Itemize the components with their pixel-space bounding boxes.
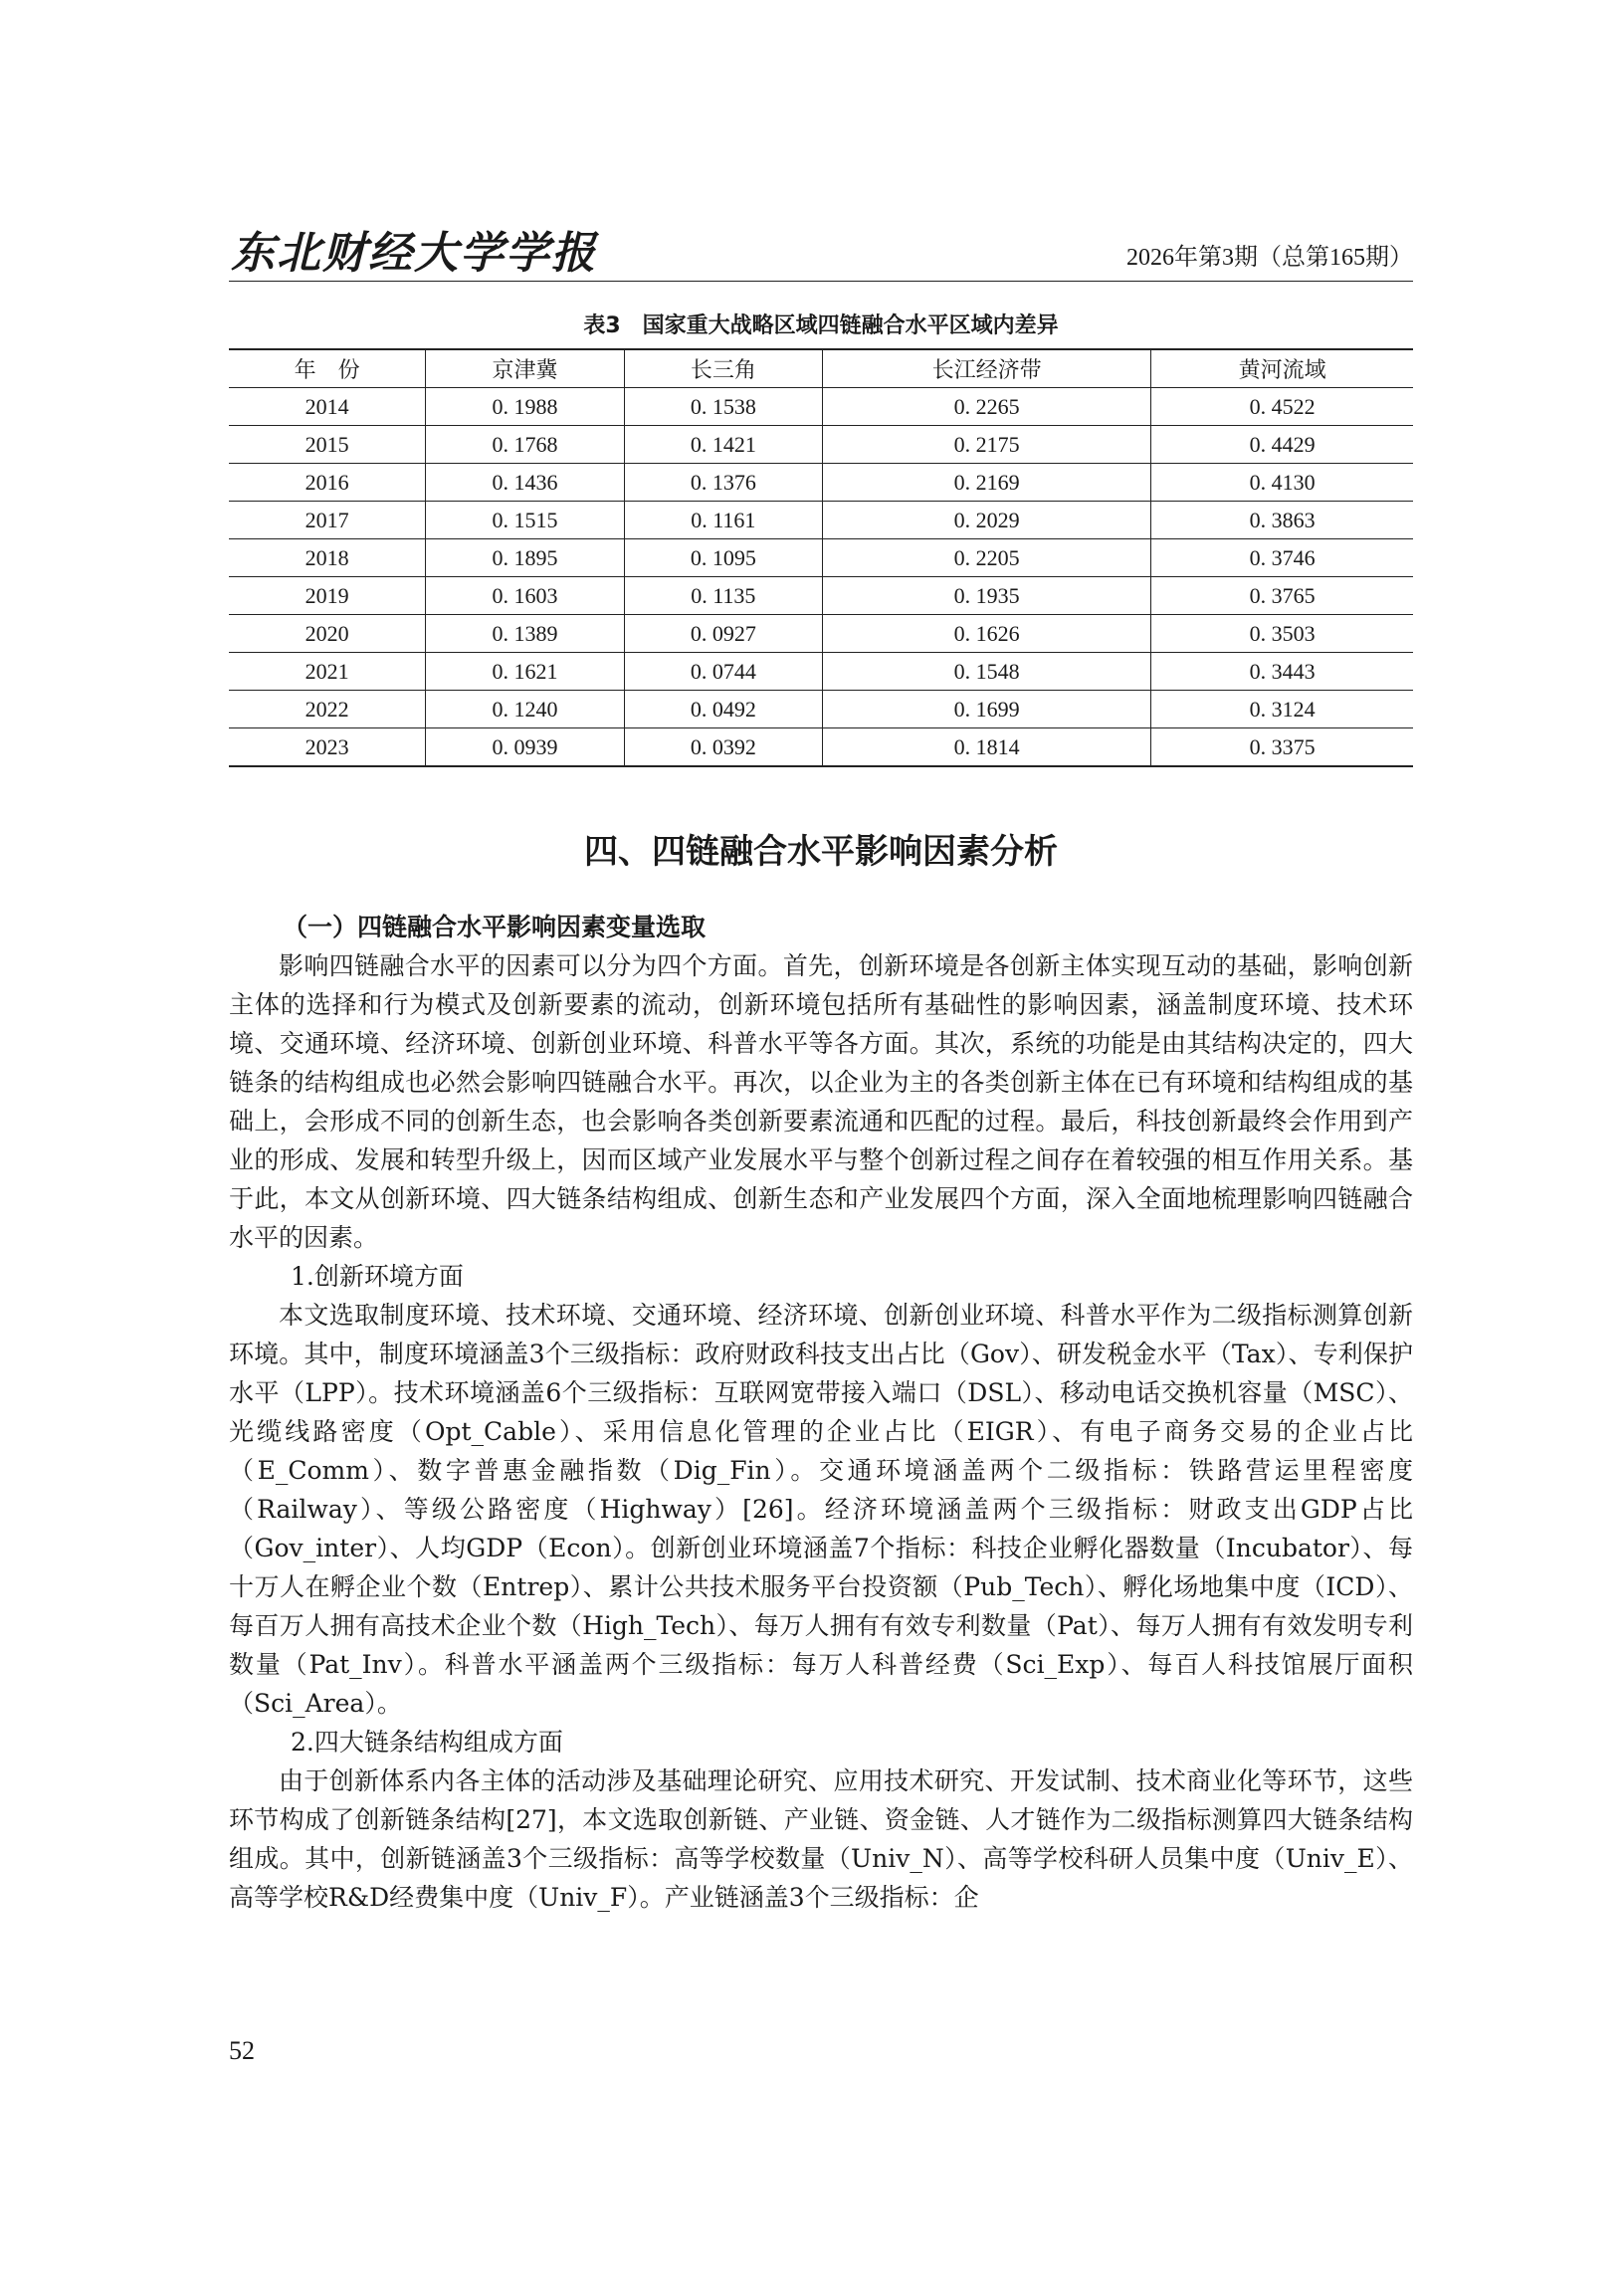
value-cell: 0. 1699 (823, 691, 1151, 728)
year-cell: 2018 (229, 539, 426, 577)
table-row (229, 653, 1413, 691)
year-cell: 2015 (229, 426, 426, 464)
value-cell: 0. 3503 (1151, 615, 1413, 653)
column-header: 黄河流域 (1151, 349, 1413, 388)
value-cell: 0. 1538 (624, 388, 822, 426)
value-cell: 0. 1095 (624, 539, 822, 577)
value-cell: 0. 3443 (1151, 653, 1413, 691)
value-cell: 0. 2175 (823, 426, 1151, 464)
heading-four-chains-structure: 2.四大链条结构组成方面 (291, 1728, 563, 1757)
table-row (229, 426, 1413, 464)
value-cell: 0. 1421 (624, 426, 822, 464)
table-row (229, 728, 1413, 767)
table-row (229, 502, 1413, 539)
value-cell: 0. 3765 (1151, 577, 1413, 615)
value-cell: 0. 2265 (823, 388, 1151, 426)
paragraph-3: 由于创新体系内各主体的活动涉及基础理论研究、应用技术研究、开发试制、技术商业化等环节，这些环节构成了创新链条结构[27]，本文选取创新链、产业链、资金链、人才链作为二级指标测算四大链条结构组成。其中，创新链涵盖3个三级指标：高等学校数量（Univ_N）、高等学校科研人员集中度（Univ_E）、高等学校R&D经费集中度（Univ_F）。产业链涵盖3个三级指标：企 (229, 1766, 1413, 1912)
paragraph-2: 本文选取制度环境、技术环境、交通环境、经济环境、创新创业环境、科普水平作为二级指标测算创新环境。其中，制度环境涵盖3个三级指标：政府财政科技支出占比（Gov）、研发税金水平（Tax）、专利保护水平（LPP）。技术环境涵盖6个三级指标：互联网宽带接入端口（DSL）、移动电话交换机容量（MSC）、光缆线路密度（Opt_Cable）、采用信息化管理的企业占比（EIGR）、有电子商务交易的企业占比（E_Comm）、数字普惠金融指数（Dig_Fin）。交通环境涵盖两个二级指标：铁路营运里程密度（Railway）、等级公路密度（Highway）[26]。经济环境涵盖两个三级指标：财政支出GDP占比（Gov_inter）、人均GDP（Econ）。创新创业环境涵盖7个指标：科技企业孵化器数量（Incubator）、每十万人在孵企业个数（Entrep）、累计公共技术服务平台投资额（Pub_Tech）、孵化场地集中度（ICD）、每百万人拥有高技术企业个数（High_Tech）、每万人拥有有效专利数量（Pat）、每万人拥有有效发明专利数量（Pat_Inv）。科普水平涵盖两个三级指标：每万人科普经费（Sci_Exp）、每百人科技馆展厅面积（Sci_Area）。 (229, 1301, 1413, 1718)
value-cell: 0. 1548 (823, 653, 1151, 691)
data-table (229, 348, 1413, 767)
value-cell: 0. 4130 (1151, 464, 1413, 502)
value-cell: 0. 1768 (426, 426, 624, 464)
year-cell: 2014 (229, 388, 426, 426)
value-cell: 0. 1988 (426, 388, 624, 426)
value-cell: 0. 3746 (1151, 539, 1413, 577)
value-cell: 0. 1135 (624, 577, 822, 615)
header-rule (229, 281, 1413, 282)
value-cell: 0. 2029 (823, 502, 1151, 539)
value-cell: 0. 1436 (426, 464, 624, 502)
value-cell: 0. 1935 (823, 577, 1151, 615)
issue-info: 2026年第3期（总第165期） (1126, 245, 1413, 271)
year-cell: 2020 (229, 615, 426, 653)
table-row (229, 577, 1413, 615)
article-body (229, 908, 1413, 1917)
value-cell: 0. 0392 (624, 728, 822, 767)
table-row (229, 615, 1413, 653)
value-cell: 0. 1603 (426, 577, 624, 615)
value-cell: 0. 1389 (426, 615, 624, 653)
value-cell: 0. 0744 (624, 653, 822, 691)
column-header: 年 份 (229, 349, 426, 388)
value-cell: 0. 1240 (426, 691, 624, 728)
table-row (229, 464, 1413, 502)
value-cell: 0. 1895 (426, 539, 624, 577)
column-header: 京津冀 (426, 349, 624, 388)
table-body (229, 388, 1413, 767)
table-caption: 表3 国家重大战略区域四链融合水平区域内差异 (583, 313, 1059, 338)
year-cell: 2022 (229, 691, 426, 728)
value-cell: 0. 4522 (1151, 388, 1413, 426)
value-cell: 0. 1515 (426, 502, 624, 539)
journal-logo: 东北财经大学学报 (231, 228, 597, 279)
year-cell: 2017 (229, 502, 426, 539)
section-title: 四、四链融合水平影响因素分析 (584, 832, 1058, 872)
value-cell: 0. 1621 (426, 653, 624, 691)
column-header: 长江经济带 (823, 349, 1151, 388)
value-cell: 0. 1626 (823, 615, 1151, 653)
table-row (229, 539, 1413, 577)
year-cell: 2016 (229, 464, 426, 502)
value-cell: 0. 2169 (823, 464, 1151, 502)
value-cell: 0. 0927 (624, 615, 822, 653)
table-header-row (229, 349, 1413, 388)
value-cell: 0. 1814 (823, 728, 1151, 767)
table-row (229, 388, 1413, 426)
value-cell: 0. 3863 (1151, 502, 1413, 539)
value-cell: 0. 0492 (624, 691, 822, 728)
paragraph-1: 影响四链融合水平的因素可以分为四个方面。首先，创新环境是各创新主体实现互动的基础，影响创新主体的选择和行为模式及创新要素的流动，创新环境包括所有基础性的影响因素，涵盖制度环境、技术环境、交通环境、经济环境、创新创业环境、科普水平等各方面。其次，系统的功能是由其结构决定的，四大链条的结构组成也必然会影响四链融合水平。再次，以企业为主的各类创新主体在已有环境和结构组成的基础上，会形成不同的创新生态，也会影响各类创新要素流通和匹配的过程。最后，科技创新最终会作用到产业的形成、发展和转型升级上，因而区域产业发展水平与整个创新过程之间存在着较强的相互作用关系。基于此，本文从创新环境、四大链条结构组成、创新生态和产业发展四个方面，深入全面地梳理影响四链融合水平的因素。 (229, 951, 1413, 1252)
value-cell: 0. 0939 (426, 728, 624, 767)
column-header: 长三角 (624, 349, 822, 388)
page-number: 52 (229, 2036, 255, 2065)
value-cell: 0. 2205 (823, 539, 1151, 577)
value-cell: 0. 3124 (1151, 691, 1413, 728)
year-cell: 2023 (229, 728, 426, 767)
subsection-title: （一）四链融合水平影响因素变量选取 (283, 913, 707, 941)
value-cell: 0. 3375 (1151, 728, 1413, 767)
heading-innovation-environment: 1.创新环境方面 (291, 1262, 464, 1291)
value-cell: 0. 1161 (624, 502, 822, 539)
value-cell: 0. 1376 (624, 464, 822, 502)
year-cell: 2019 (229, 577, 426, 615)
year-cell: 2021 (229, 653, 426, 691)
table-row (229, 691, 1413, 728)
value-cell: 0. 4429 (1151, 426, 1413, 464)
